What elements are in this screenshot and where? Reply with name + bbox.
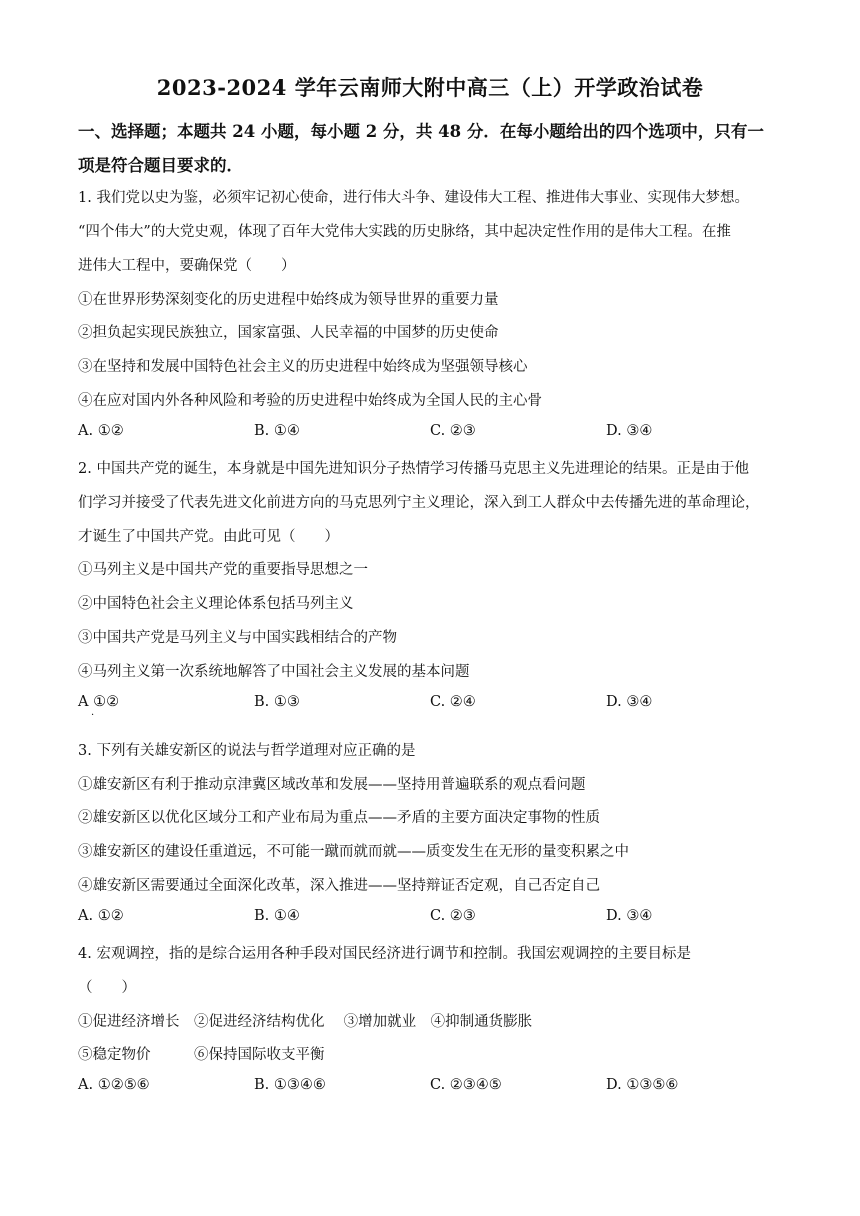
- q4-item: ①促进经济增长 ②促进经济结构优化 ③增加就业 ④抑制通货膨胀: [78, 1014, 533, 1030]
- q2-item: ③中国共产党是马列主义与中国实践相结合的产物: [78, 630, 397, 646]
- q3-option-c: C. ②③: [430, 908, 476, 924]
- q2-stem-line: 2. 中国共产党的诞生，本身就是中国先进知识分子热情学习传播马克思主义先进理论的结果。正是由于他: [78, 461, 749, 477]
- q2-option-a: A ①②: [78, 694, 120, 710]
- q2-option-d: D. ③④: [606, 694, 653, 710]
- q3-item: ①雄安新区有利于推动京津冀区域改革和发展——坚持用普遍联系的观点看问题: [78, 777, 586, 793]
- q4-item: ⑤稳定物价 ⑥保持国际收支平衡: [78, 1047, 325, 1063]
- q1-item: ②担负起实现民族独立，国家富强、人民幸福的中国梦的历史使命: [78, 325, 499, 341]
- q2-item: ④马列主义第一次系统地解答了中国社会主义发展的基本问题: [78, 664, 470, 680]
- q3-item: ④雄安新区需要通过全面深化改革，深入推进——坚持辩证否定观，自己否定自己: [78, 878, 600, 894]
- q3-item: ③雄安新区的建设任重道远，不可能一蹴而就而就——质变发生在无形的量变积累之中: [78, 844, 629, 860]
- exam-title: 2023-2024 学年云南师大附中高三（上）开学政治试卷: [156, 75, 704, 100]
- q4-option-d: D. ①③⑤⑥: [606, 1077, 679, 1093]
- q2-stem-line: 们学习并接受了代表先进文化前进方向的马克思列宁主义理论，深入到工人群众中去传播先进的革命理论，: [78, 495, 760, 511]
- stray-dot: ·: [91, 710, 95, 721]
- q1-option-d: D. ③④: [606, 423, 653, 439]
- q4-option-b: B. ①③④⑥: [254, 1077, 326, 1093]
- q3-stem-line: 3. 下列有关雄安新区的说法与哲学道理对应正确的是: [78, 743, 416, 759]
- q4-stem-line: 4. 宏观调控，指的是综合运用各种手段对国民经济进行调节和控制。我国宏观调控的主要目标是: [78, 946, 691, 962]
- q1-item: ③在坚持和发展中国特色社会主义的历史进程中始终成为坚强领导核心: [78, 359, 528, 375]
- q4-option-a: A. ①②⑤⑥: [78, 1077, 150, 1093]
- q3-item: ②雄安新区以优化区域分工和产业布局为重点——矛盾的主要方面决定事物的性质: [78, 810, 600, 826]
- q2-option-c: C. ②④: [430, 694, 476, 710]
- q1-stem-line: “四个伟大”的大党史观，体现了百年大党伟大实践的历史脉络，其中起决定性作用的是伟大工程。在推: [78, 224, 731, 240]
- q1-option-a: A. ①②: [78, 423, 124, 439]
- q2-item: ①马列主义是中国共产党的重要指导思想之一: [78, 562, 368, 578]
- q1-item: ①在世界形势深刻变化的历史进程中始终成为领导世界的重要力量: [78, 292, 499, 308]
- q4-stem-line: （ ）: [78, 980, 136, 996]
- q3-option-a: A. ①②: [78, 908, 124, 924]
- section-instructions-line2: 项是符合题目要求的．: [78, 156, 243, 175]
- q1-stem-line: 1. 我们党以史为鉴，必须牢记初心使命，进行伟大斗争、建设伟大工程、推进伟大事业、实现伟大梦想。: [78, 190, 749, 206]
- section-instructions-line1: 一、选择题；本题共 24 小题，每小题 2 分，共 48 分．在每小题给出的四个选项中，只有一: [78, 122, 764, 141]
- q2-item: ②中国特色社会主义理论体系包括马列主义: [78, 596, 354, 612]
- q1-stem-line: 进伟大工程中，要确保党（ ）: [78, 258, 296, 274]
- q1-option-b: B. ①④: [254, 423, 300, 439]
- q3-option-b: B. ①④: [254, 908, 300, 924]
- q2-stem-line: 才诞生了中国共产党。由此可见（ ）: [78, 529, 339, 545]
- q3-option-d: D. ③④: [606, 908, 653, 924]
- q2-option-b: B. ①③: [254, 694, 300, 710]
- q4-option-c: C. ②③④⑤: [430, 1077, 502, 1093]
- q1-option-c: C. ②③: [430, 423, 476, 439]
- q1-item: ④在应对国内外各种风险和考验的历史进程中始终成为全国人民的主心骨: [78, 393, 542, 409]
